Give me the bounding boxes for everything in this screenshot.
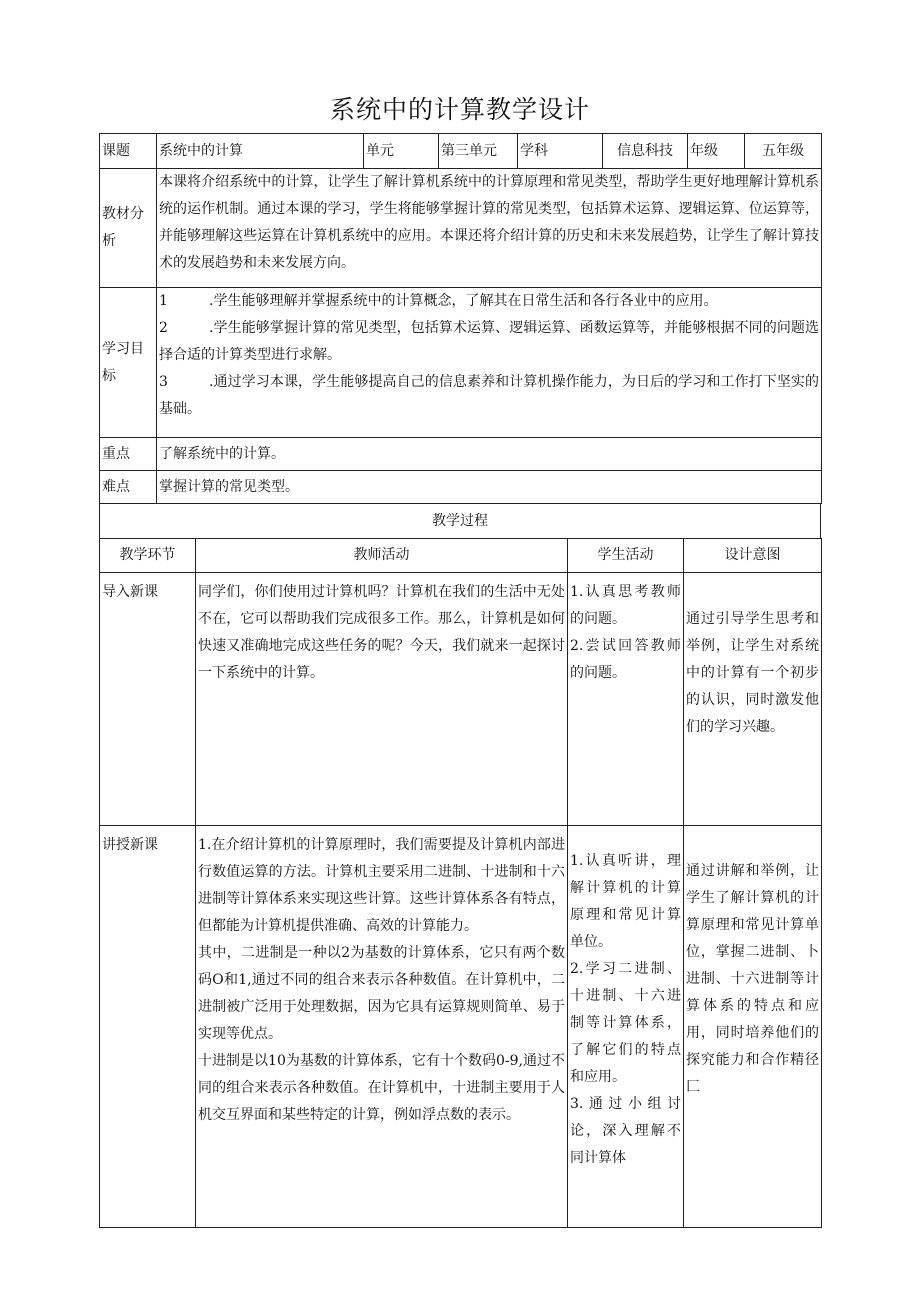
- grade-label: 年级: [688, 134, 745, 169]
- objective-item: 2 .学生能够掌握计算的常见类型，包括算术运算、逻辑运算、函数运算等，并能够根据不同的问题选择合适的计算类型进行求解。: [159, 320, 819, 363]
- table-row: [100, 826, 822, 1228]
- analysis-label: 教材分析: [100, 169, 157, 288]
- objectives-row: [100, 288, 822, 438]
- process-title-table: [99, 503, 821, 539]
- stage-cell: 讲授新课: [100, 826, 196, 1228]
- course-value: 系统中的计算: [157, 134, 364, 169]
- analysis-row: [100, 169, 822, 288]
- key-point-label: 重点: [100, 438, 157, 471]
- stage-cell: 导入新课: [100, 573, 196, 826]
- key-point-text: 了解系统中的计算。: [157, 438, 822, 471]
- col-header-teacher: 教师活动: [196, 539, 568, 573]
- subject-value: 信息科技: [603, 134, 688, 169]
- process-table: [99, 538, 822, 1228]
- col-header-stage: 教学环节: [100, 539, 196, 573]
- difficulty-row: [100, 471, 822, 504]
- objectives-list: [157, 288, 822, 438]
- objectives-label: 学习目标: [100, 288, 157, 438]
- objective-item: 1 .学生能够理解并掌握系统中的计算概念，了解其在日常生活和各行各业中的应用。: [159, 293, 718, 309]
- design-intent-cell: 通过引导学生思考和举例，让学生对系统中的计算有一个初步的认识，同时激发他们的学习兴趣。: [684, 573, 822, 826]
- process-title: 教学过程: [100, 504, 821, 539]
- unit-value: 第三单元: [439, 134, 518, 169]
- header-row: [100, 134, 822, 169]
- objective-item: 3 .通过学习本课，学生能够提高自己的信息素养和计算机操作能力，为日后的学习和工作打下坚实的基础。: [159, 374, 819, 417]
- course-label: 课题: [100, 134, 157, 169]
- lesson-info-table: [99, 133, 822, 504]
- document-title: 系统中的计算教学设计: [329, 95, 590, 124]
- key-point-row: [100, 438, 822, 471]
- teacher-activity-cell: 同学们，你们使用过计算机吗？计算机在我们的生活中无处不在，它可以帮助我们完成很多工作。那么，计算机是如何快速又准确地完成这些任务的呢？今天，我们就来一起探讨一下系统中的计算。: [196, 573, 568, 826]
- analysis-text: 本课将介绍系统中的计算，让学生了解计算机系统中的计算原理和常见类型，帮助学生更好地理解计算机系统的运作机制。通过本课的学习，学生将能够掌握计算的常见类型，包括算术运算、逻辑运算、位运算等，并能够理解这些运算在计算机系统中的应用。本课还将介绍计算的历史和未来发展趋势，让学生了解计算技术的发展趋势和未来发展方向。: [157, 169, 822, 288]
- unit-label: 单元: [364, 134, 439, 169]
- grade-value: 五年级: [745, 134, 822, 169]
- col-header-intent: 设计意图: [684, 539, 822, 573]
- teacher-activity-cell: 1.在介绍计算机的计算原理时，我们需要提及计算机内部进行数值运算的方法。计算机主要采用二进制、十进制和十六进制等计算体系来实现这些计算。这些计算体系各有特点，但都能为计算机提供准确、高效的计算能力。 其中，二进制是一种以2为基数的计算体系，它只有两个数码O和1,通过不同的组合来表示各种数值。在计算机中，二进制被广泛用于处理数据，因为它具有运算规则简单、易于实现等优点。 十进制是以10为基数的计算体系，它有十个数码0-9,通过不同的组合来表示各种数值。在计算机中，十进制主要用于人机交互界面和某些特定的计算，例如浮点数的表示。: [196, 826, 568, 1228]
- student-activity-cell: 1.认真思考教师的问题。 2.尝试回答教师的问题。: [568, 573, 684, 826]
- design-intent-cell: 通过讲解和举例，让学生了解计算机的计算原理和常见计算单位，掌握二进制、卜进制、十六进制等计算体系的特点和应用，同时培养他们的探究能力和合作精径匚: [684, 826, 822, 1228]
- subject-label: 学科: [518, 134, 603, 169]
- col-header-student: 学生活动: [568, 539, 684, 573]
- student-activity-cell: 1.认真听讲，理解计算机的计算原理和常见计算单位。 2.学习二进制、十进制、十六进制等计算体系，了解它们的特点和应用。 3.通过小组讨论，深入理解不同计算体: [568, 826, 684, 1228]
- difficulty-label: 难点: [100, 471, 157, 504]
- table-row: [100, 573, 822, 826]
- process-header-row: [100, 539, 822, 573]
- difficulty-text: 掌握计算的常见类型。: [157, 471, 822, 504]
